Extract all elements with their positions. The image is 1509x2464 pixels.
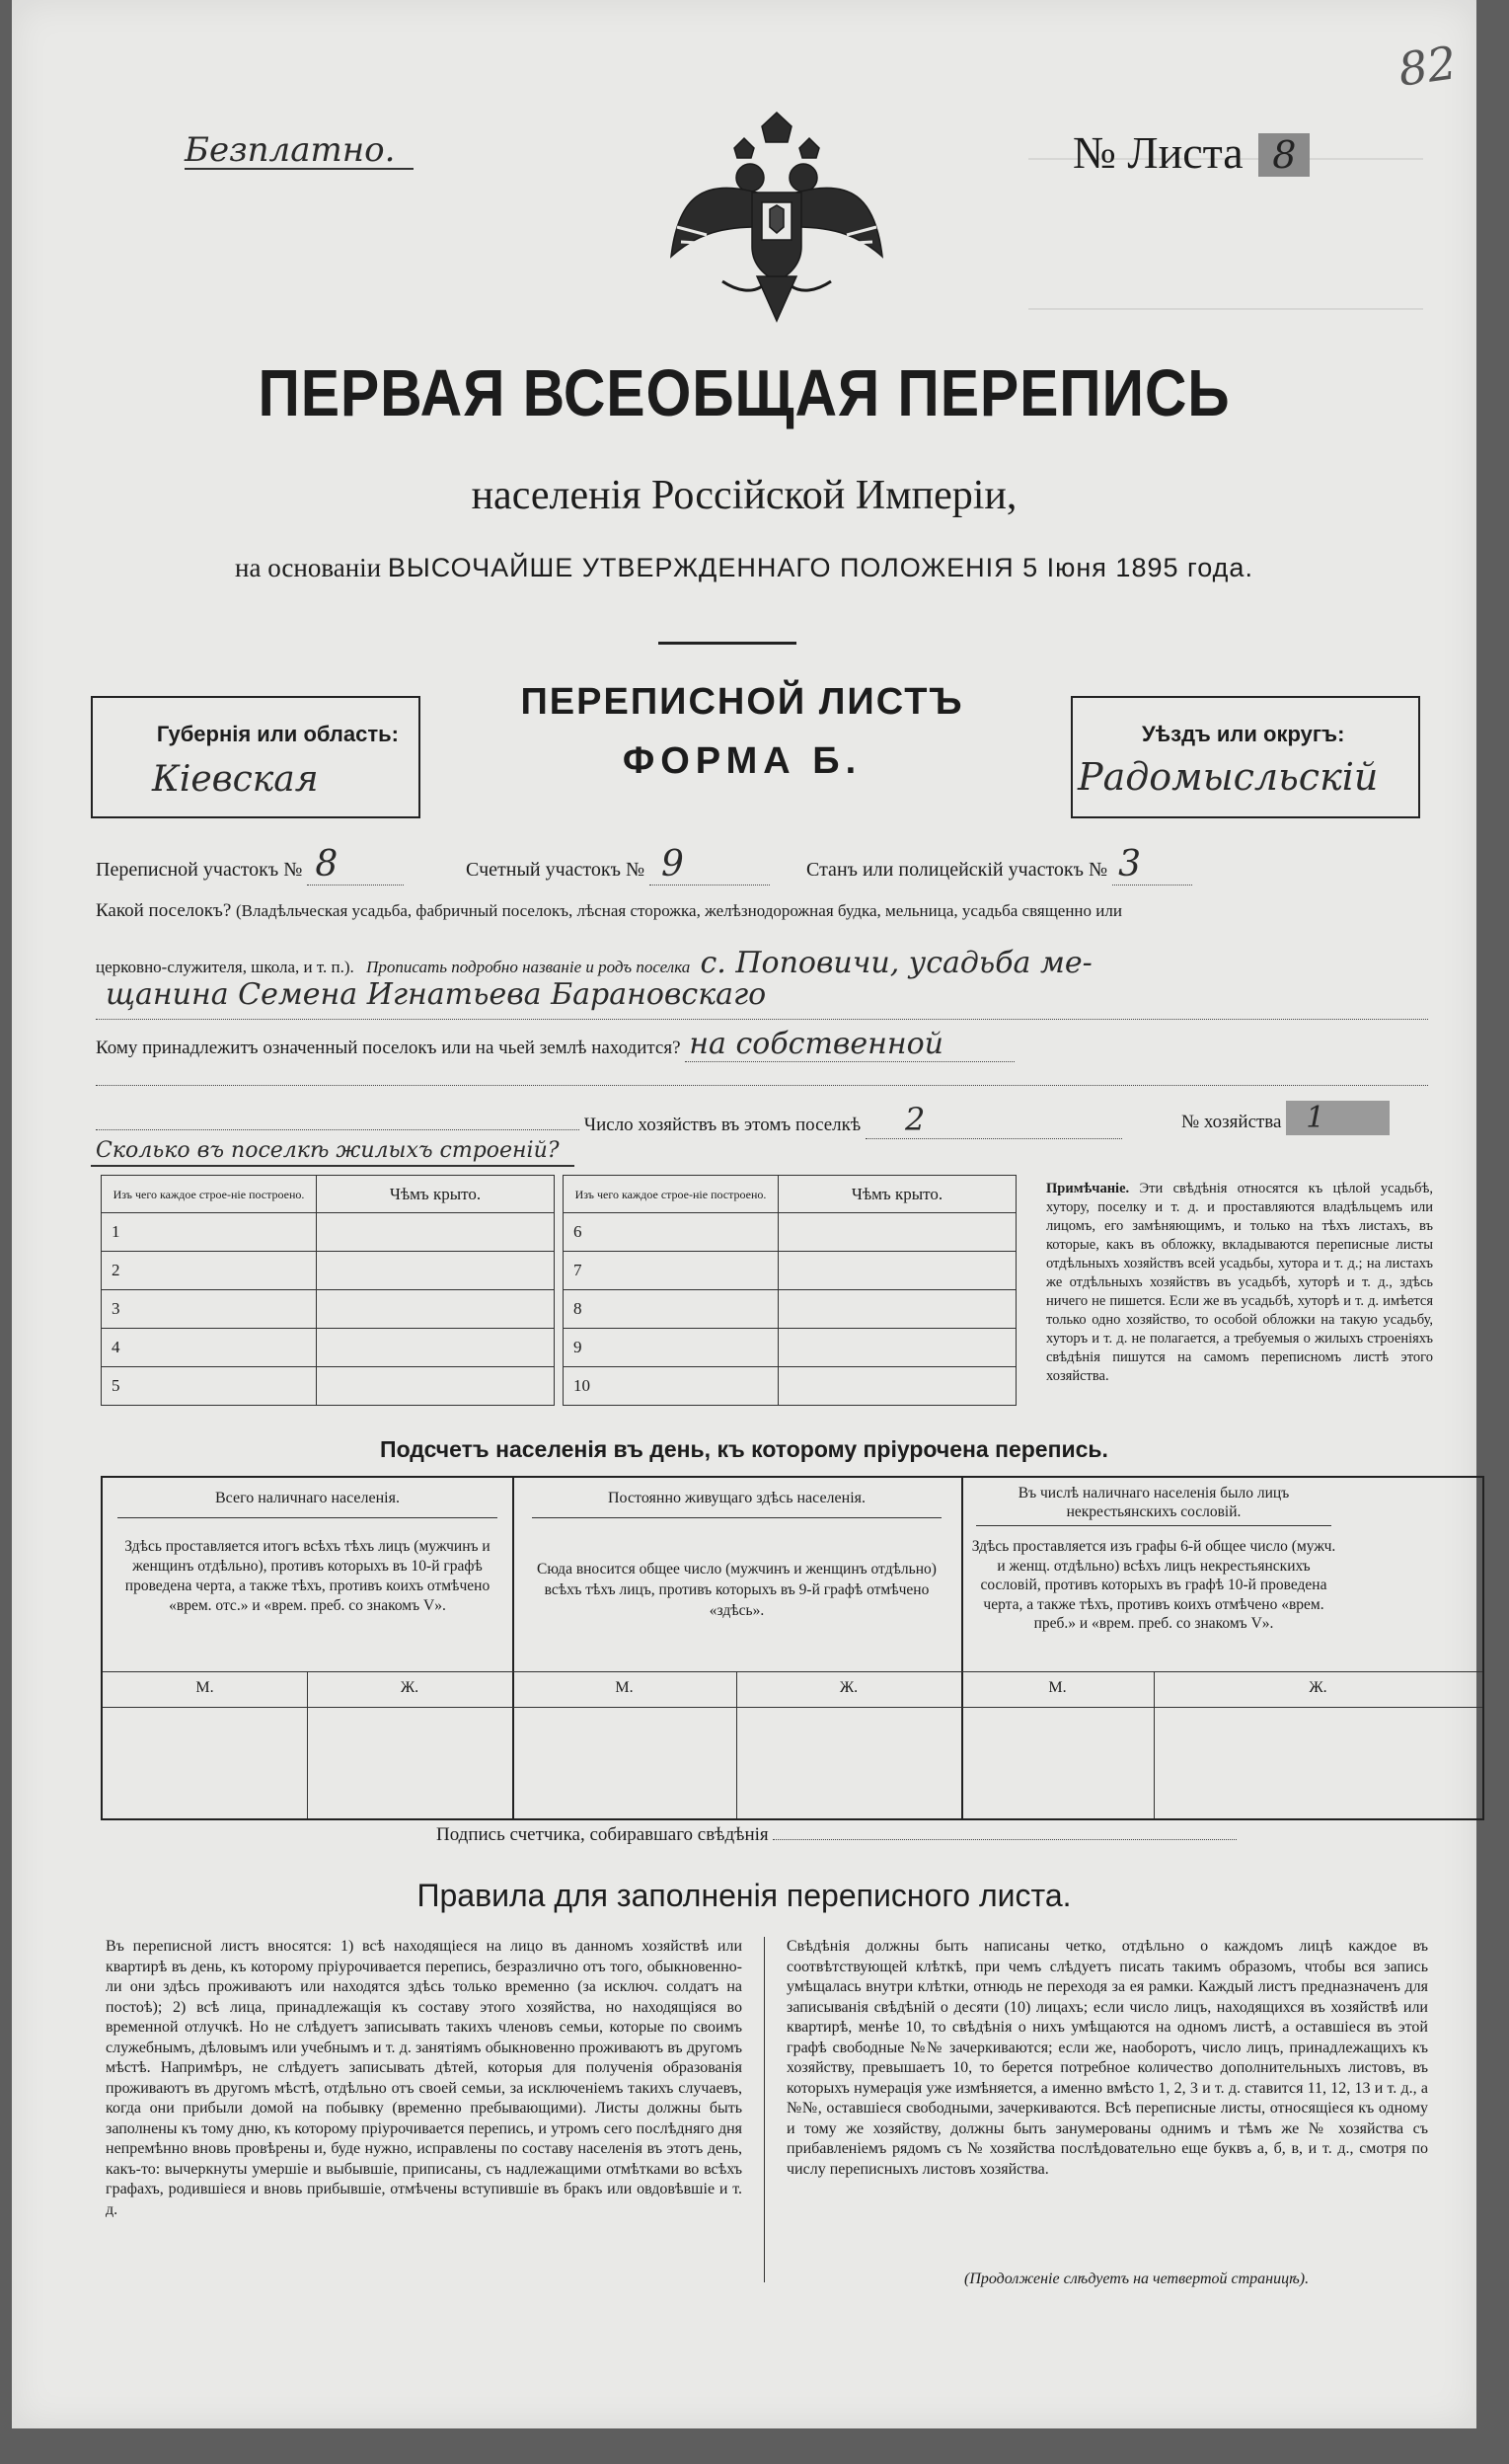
settlement-value-1: с. Поповичи, усадьба ме- [700, 946, 1093, 980]
census-sheet [12, 0, 1476, 2428]
settlement-field: Какой поселокъ? (Владѣльческая усадьба, фабричный поселокъ, лѣсная сторожка, желѣзнодорожная будка, мельница, усадьба священно или [96, 900, 1122, 921]
buildings-table-right: Изъ чего каждое строе-ніе построено. Чѣмъ крыто. 6 7 8 9 10 [563, 1175, 1017, 1406]
district-value: Радомысльскій [1078, 755, 1379, 799]
households-field: Число хозяйствъ въ этомъ поселкѣ 2 [96, 1101, 1122, 1139]
province-label: Губернія или область: [156, 722, 399, 746]
station-field: Станъ или полицейскій участокъ № 3 [806, 844, 1192, 886]
district-box [1071, 696, 1420, 818]
count-table: Всего наличнаго населенія. Здѣсь проставляется итогъ всѣхъ тѣхъ лицъ (мужчинъ и женщинъ отдѣльно), противъ которыхъ въ 10-й графѣ проведена черта, а также тѣхъ, противъ коихъ отмѣчено «врем. отс.» и «врем. преб. со знакомъ V». Постоянно живущаго здѣсь населенія. Сюда вносится общее число (мужчинъ и женщинъ отдѣльно) всѣхъ тѣхъ лицъ, противъ которыхъ въ 9-й графѣ отмѣчено «здѣсь». Въ числѣ наличнаго населенія было лицъ некрестьянскихъ сословій. Здѣсь проставляется изъ графы 6-й общее число (мужч. и женщ. отдѣльно) всѣхъ лицъ некрестьянскихъ сословій, противъ которыхъ въ графѣ 10-й проведена черта, а также тѣхъ, противъ коихъ отмѣчено «врем. преб.» и «врем. преб. со знакомъ V». М. Ж. М. Ж. М. Ж. [101, 1476, 1484, 1820]
basis-line: на основаніи ВЫСОЧАЙШЕ УТВЕРЖДЕННАГО ПОЛОЖЕНІЯ 5 Іюня 1895 года. [235, 553, 1253, 582]
signature-field: Подпись счетчика, собиравшаго свѣдѣнія [436, 1824, 1237, 1846]
sheet-number-label: № Листа 8 [1073, 126, 1310, 179]
note: Примѣчаніе. Эти свѣдѣнія относятся къ цѣлой усадьбѣ, хутору, поселку и т. д. и проставляются владѣльцемъ или лицомъ, его замѣняющимъ, и только на тѣхъ листахъ, въ которые, какъ въ обложку, вкладываются переписные листы отдѣльныхъ хозяйствъ всей усадьбы, хутора и т. д.; на листахъ же отдѣльныхъ хозяйствъ въ усадьбѣ, хуторѣ и т. д., здѣсь ничего не пишется. Если же въ усадьбѣ, хуторѣ и т. д. имѣется только одно хозяйство, то особой обложки на такую усадьбу, хуторъ и т. д. не полагается, а требуемыя о жилыхъ строеніяхъ свѣдѣнія пишутся на самомъ переписномъ листѣ этого хозяйства. [1046, 1181, 1434, 1384]
count-col2-title: Постоянно живущаго здѣсь населенія. [608, 1490, 866, 1506]
divider [658, 642, 796, 645]
page-number: 82 [1395, 36, 1461, 97]
settlement-hint-line: церковно-служителя, школа, и т. п.). Прописать подробно названіе и родъ поселка с. Поповичи, усадьба ме- [96, 946, 1093, 980]
subtitle: населенія Россійской Имперіи, [471, 473, 1018, 518]
counting-area-field: Счетный участокъ № 9 [466, 844, 770, 886]
owner-line-2 [96, 1061, 1428, 1086]
owner-field: Кому принадлежитъ означенный поселокъ или на чьей землѣ находится? на собственной [96, 1027, 1015, 1062]
rules-right: Свѣдѣнія должны быть написаны четко, отдѣльно о каждомъ лицѣ каждое въ соотвѣтствующей клѣткѣ, при чемъ слѣдуетъ писать такимъ образомъ, чтобы вся запись умѣщалась внутри клѣтки, отнюдь не переходя за ея рамки. Каждый листъ предназначенъ для записыванія свѣдѣній о десяти (10) лицахъ; если число лицъ, находящихся въ хозяйствѣ или квартирѣ, менѣе 10, то свѣдѣнія о нихъ умѣщаются на одномъ листѣ, а оставшіеся въ этой графѣ свободные №№ зачеркиваются; если же, наоборотъ, число лицъ, принадлежащихъ къ хозяйству, превышаетъ 10, то берется потребное количество дополнительныхъ листовъ, въ которыхъ нумерація уже измѣняется, а именно вмѣсто 1, 2, 3 и т. д. ставится 11, 12, 13 и т. д., а №№, оставшіеся свободными, зачеркиваются. Всѣ переписные листы, относящіеся къ одному и тому же хозяйству, должны быть занумерованы однимъ и тѣмъ же № хозяйства съ прибавленіемъ рядомъ съ № хозяйства послѣдовательно еще буквъ а, б, в, и т. д., смотря по числу переписныхъ листовъ хозяйства. [787, 1938, 1428, 2178]
census-area-field: Переписной участокъ № 8 [96, 844, 404, 886]
count-col1-text: Здѣсь проставляется итогъ всѣхъ тѣхъ лицъ (мужчинъ и женщинъ отдѣльно), противъ которыхъ въ 10-й графѣ проведена черта, а также тѣхъ, противъ коихъ отмѣчено «врем. отс.» и «врем. преб. со знакомъ V». [124, 1538, 490, 1614]
rules-title: Правила для заполненія переписного листа. [416, 1878, 1072, 1913]
settlement-value-2: щанина Семена Игнатьева Барановскаго [106, 977, 767, 1012]
main-title: ПЕРВАЯ ВСЕОБЩАЯ ПЕРЕПИСЬ [258, 356, 1231, 430]
province-value: Кіевская [152, 759, 319, 800]
form-title: ФОРМА Б. [622, 740, 863, 782]
bleed-through [1028, 158, 1423, 310]
buildings-label: Сколько въ поселкѣ жилыхъ строеній? [96, 1138, 560, 1163]
household-number-field: № хозяйства 1 [1181, 1101, 1390, 1135]
imperial-eagle-emblem [663, 109, 890, 331]
sheet-title: ПЕРЕПИСНОЙ ЛИСТЪ [520, 681, 964, 723]
count-col2-text: Сюда вносится общее число (мужчинъ и женщинъ отдѣльно) всѣхъ тѣхъ лицъ, противъ которыхъ въ 9-й графѣ отмѣчено «здѣсь». [537, 1561, 937, 1619]
count-col1-title: Всего наличнаго населенія. [215, 1490, 400, 1506]
count-col3-text: Здѣсь проставляется изъ графы 6-й общее число (мужч. и женщ. отдѣльно) всѣхъ лицъ некрестьянскихъ сословій, противъ которыхъ въ графѣ 10-й проведена черта, а также тѣхъ, противъ коихъ отмѣчено «врем. преб.» и «врем. преб. со знакомъ V». [971, 1538, 1336, 1632]
rules-left: Въ переписной листъ вносятся: 1) всѣ находящіеся на лицо въ данномъ хозяйствѣ или квартирѣ въ день, къ которому пріурочивается перепись, безразлично отъ того, обыкновенно-ли они здѣсь проживаютъ или находятся здѣсь только временно (за исключ. солдатъ на постоѣ); 2) всѣ лица, принадлежащія къ составу этого хозяйства, но находящіяся во временной отлучкѣ. Но не слѣдуетъ записывать такихъ членовъ семьи, которые по своимъ служебнымъ, дѣловымъ или учебнымъ и т. д. занятіямъ обыкновенно проживаютъ въ другомъ мѣстѣ. Напримѣръ, не слѣдуетъ записывать дѣтей, которыя для полученія образованія проживаютъ въ другомъ мѣстѣ, отдѣльно отъ своей семьи, за исключеніемъ такихъ случаевъ, когда они прибыли домой на побывку (временно пребывающими). Листы должны быть заполнены къ тому дню, къ которому пріурочивается перепись, и утромъ сего послѣдняго дня непремѣнно вновь провѣрены и, буде нужно, исправлены по составу населенія въ этотъ день, какъ-то: вычеркнуты умершіе и выбывшіе, приписаны, съ надлежащими отмѣтками во всѣхъ графахъ, родившіеся и вновь прибывшіе, отмѣчены вступившіе въ бракъ или овдовѣвшіе и т. д. [106, 1938, 742, 2218]
district-label: Уѣздъ или округъ: [1142, 722, 1345, 746]
continued-note: (Продолженіе слѣдуетъ на четвертой страницѣ). [964, 2271, 1310, 2287]
settlement-line-2 [96, 977, 1428, 1020]
count-col3-title: Въ числѣ наличнаго населенія было лицъ некрестьянскихъ сословій. [1018, 1485, 1290, 1520]
count-heading: Подсчетъ населенія въ день, къ которому пріурочена перепись. [380, 1436, 1108, 1462]
free-label: Безплатно. [185, 130, 414, 170]
province-box [91, 696, 420, 818]
buildings-table-left: Изъ чего каждое строе-ніе построено. Чѣмъ крыто. 1 2 3 4 5 [101, 1175, 555, 1406]
sheet-number-value: 8 [1258, 133, 1310, 177]
